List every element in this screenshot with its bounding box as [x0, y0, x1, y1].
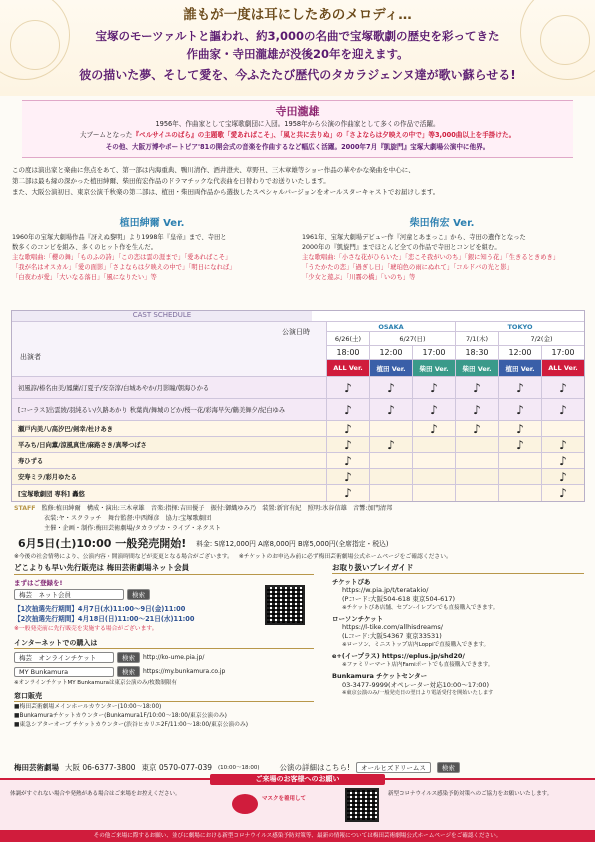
performer-label: 出演者: [20, 353, 41, 361]
cast-row-label: 安寿ミラ/彩月ゆたる: [12, 468, 326, 484]
cast-mark: ♪: [498, 376, 541, 398]
bunka-label: Bunkamura チケットセンター: [332, 672, 428, 680]
sale-note-2: ※チケットのお申込み前に必ず梅田芸術劇場公式ホームページをご確認ください。: [238, 554, 452, 560]
tokyo-header: TOKYO: [455, 321, 584, 331]
cast-mark: [369, 452, 412, 468]
cast-schedule-table: [11, 310, 585, 502]
intro-line-3: また、大阪公演初日、東京公演千秋楽の第二部は、植田・柴田両作品から選抜したスペシャルバージョンをオールスターキャストでお届けします。: [12, 188, 440, 196]
intro-text: [12, 165, 584, 198]
member-search-button[interactable]: 検索: [127, 589, 150, 600]
pia-code: (Pコード:大阪504-618 東京504-617): [342, 595, 456, 603]
online-ticket-box[interactable]: 梅芸 オンラインチケット: [14, 652, 114, 663]
lottery-period-2: 【2次抽選先行期間】4月18日(日)11:00～21日(水)11:00: [14, 615, 195, 623]
lawson-note: ※ローソン、ミニストップ店内Loppiで直接購入できます。: [342, 642, 490, 648]
contact-hours: (10:00～18:00): [218, 765, 260, 771]
cast-mark: ♪: [498, 420, 541, 436]
notice-left: 体調がすぐれない場合や発熱がある場合はご来場をお控えください。: [10, 791, 181, 797]
cast-mark: [369, 468, 412, 484]
pia-label: チケットぴあ: [332, 578, 371, 586]
contact-tokyo: 東京 0570-077-039: [141, 762, 213, 772]
cast-row-label: [宝塚歌劇団 専科] 轟悠: [12, 484, 326, 501]
sale-notes: [14, 551, 584, 560]
bunka-tel: 03-3477-9999(オペレーター対応10:00～17:00): [342, 681, 490, 689]
shibata-line-4: 「うたかたの恋」「過ぎし日」「琥珀色の雨にぬれて」「コルドバの光と影」: [302, 264, 513, 271]
internet-heading: インターネットでの購入は: [14, 638, 314, 649]
cast-row-label: 平みち/日向薫/涼風真世/麻路さき/真琴つばさ: [12, 436, 326, 452]
cast-row-label: 瀬戸内美八/高汐巴/剣幸/杜けあき: [12, 420, 326, 436]
contact-search-box[interactable]: オールヒズドリームス: [356, 762, 431, 773]
terada-line-2: [22, 129, 573, 139]
lottery-period-1: 【1次抽選先行期間】4月7日(水)11:00～9日(金)11:00: [14, 605, 186, 613]
internet-b: [14, 666, 314, 677]
contact-osaka: 大阪 06-6377-3800: [65, 762, 136, 772]
notice-heading: ご来場のお客様へのお願い: [210, 774, 385, 785]
window-heading: 窓口販売: [14, 691, 314, 702]
osaka-header: OSAKA: [326, 321, 455, 331]
terada-line-3: その他、大阪万博やポートピア'81の開会式の音楽を作曲するなど幅広く活躍。2000年7月『凱旋門』宝塚大劇場公演中に他界。: [105, 143, 490, 151]
shibata-line-3: 主な歌唱曲:「小さな花がひらいた」「恋こそ我がいのち」「銀に知う花」「生きるときめき」: [302, 254, 560, 261]
intro-line-1: この度は演出家と楽曲に焦点をあて、第一部は内海重典、鴨川清作、酒井澄夫、草野旦、三木章雄等ショー作品の華やかな楽曲を中心に、: [12, 166, 415, 174]
ueda-line-5: 「白夜わが愛」「大いなる落日」「風になりたい」等: [12, 274, 157, 281]
window-line-1: ■梅田芸術劇場メインホールカウンター(10:00～18:00): [14, 704, 162, 710]
version-cell: ALL Ver.: [326, 359, 369, 376]
bunkamura-box[interactable]: MY Bunkamura: [14, 667, 114, 677]
cast-mark: ♪: [541, 398, 584, 420]
sale-bar: [18, 536, 578, 550]
playguide-info: [332, 562, 584, 762]
staff-line-3: 主催・企画・制作:梅田芸術劇場/タカラヅカ・ライブ・ネクスト: [44, 525, 221, 532]
bunkamura-search-button[interactable]: 検索: [117, 666, 140, 677]
datetime-label: 公演日時: [282, 328, 310, 336]
cast-mark: [455, 436, 498, 452]
cast-row-label: 寿ひずる: [12, 452, 326, 468]
qr-code[interactable]: [265, 585, 305, 625]
time-cell: 12:00: [369, 345, 412, 359]
ticket-price: 料金: S席12,000円 A席8,000円 B席5,000円(全席指定・税込): [196, 540, 389, 548]
ueda-heading: 植田紳爾 Ver.: [119, 218, 185, 229]
terada-profile: [22, 100, 573, 158]
cast-row-label: 初風諄/椿名由美/鳳蘭/汀夏子/安奈淳/白城あやか/月影瞳/朝海ひかる: [12, 376, 326, 398]
cast-mark: ♪: [455, 398, 498, 420]
cast-mark: ♪: [369, 376, 412, 398]
version-cell: 植田 Ver.: [369, 359, 412, 376]
shibata-line-1: 1961年、宝塚大劇場デビュー作『河童とあまっこ』から、寺田の遺作となった: [302, 234, 526, 241]
lawson-code: (Lコード:大阪54367 東京33531): [342, 632, 442, 640]
playguide-heading: お取り扱いプレイガイド: [332, 562, 584, 574]
shibata-line-5: 「少女と遊ぶ」「川霧の橋」「いのち」等: [302, 274, 416, 281]
cast-mark: ♪: [498, 398, 541, 420]
terada-line-1: 1956年、作曲家として宝塚歌劇団に入団。1958年から公演の作曲家として多くの作品で活躍。: [155, 120, 440, 128]
version-cell: ALL Ver.: [541, 359, 584, 376]
ueda-line-4: 「我が名はオスカル」「愛の面影」「さよならは夕映えの中で」「明日になれば」: [12, 264, 236, 271]
cast-mark: [498, 484, 541, 501]
bunka-note: ※東京公演のみ/一般発売日の翌日より電話受付を開始いたします: [342, 690, 494, 696]
cast-mark: [455, 452, 498, 468]
cast-mark: [412, 436, 455, 452]
eplus-note: ※ファミリーマート店内Famiポートでも直接購入できます。: [342, 662, 494, 668]
member-note: ※一般発売前に先行販売を実施する場合がございます。: [14, 626, 158, 632]
cast-mark: ♪: [412, 398, 455, 420]
time-cell: 18:00: [326, 345, 369, 359]
cast-mark: [369, 484, 412, 501]
cast-mark: [455, 484, 498, 501]
contact-search-button[interactable]: 検索: [437, 762, 460, 773]
header-banner: [0, 0, 595, 96]
intro-line-2: 第二部は最も縁の深かった植田紳爾、柴田侑宏作品のドラマチックな代表曲を日替わりでお送りいたします。: [12, 177, 330, 185]
headline-3: 作曲家・寺田瀧雄が没後20年を迎えます。: [186, 47, 409, 61]
lawson-url[interactable]: https://l-tike.com/allhisdreams/: [342, 623, 443, 631]
cast-mark: [455, 468, 498, 484]
cast-mark: ♪: [412, 376, 455, 398]
staff-label: STAFF: [14, 505, 36, 512]
ueda-line-3: 主な歌唱曲:「櫻の舞」「ものふの詩」「この恋は雲の涯まで」「愛あればこそ」: [12, 254, 232, 261]
terada-line-2a: 大ブームとなった: [79, 131, 133, 139]
notice-box: [0, 775, 595, 830]
notice-right: 新型コロナウイルス感染予防対策へのご協力をお願いいたします。: [388, 791, 553, 797]
ueda-line-1: 1960年の宝塚大劇場作品『冴えぬ黎明』より1998年『皇帝』まで、寺田と: [12, 234, 227, 241]
ueda-line-2: 数多くのコンビを組み、多くのヒット作を生んだ。: [12, 244, 158, 251]
cast-mark: ♪: [455, 420, 498, 436]
time-cell: 17:00: [412, 345, 455, 359]
notice-mask: マスクを着用して: [262, 796, 307, 802]
schedule-title: CAST SCHEDULE: [12, 311, 312, 321]
headline-1: 誰もが一度は耳にしたあのメロディ…: [183, 7, 412, 23]
cast-mark: ♪: [369, 436, 412, 452]
cast-mark: [498, 468, 541, 484]
cast-mark: [412, 452, 455, 468]
cast-mark: ♪: [369, 398, 412, 420]
pia-url[interactable]: https://w.pia.jp/t/teratakio/: [342, 586, 429, 594]
contact-org: 梅田芸術劇場: [14, 762, 59, 772]
date-cell: 6/27(日): [369, 331, 455, 345]
contact-detail: 公演の詳細はこちら!: [279, 762, 351, 772]
contact-bar: [14, 760, 584, 774]
member-heading: どこよりも早い先行販売は 梅田芸術劇場ネット会員: [14, 562, 314, 575]
shibata-line-2: 2000年の『凱旋門』までほとんど全ての作品で寺田とコンビを組む。: [302, 244, 501, 251]
cast-mark: [412, 484, 455, 501]
cast-mark: ♪: [541, 484, 584, 501]
staff-line-2: 衣装:ヤ・スクラッチ 舞台監督:中西輝彦 協力:宝塚歌劇団: [44, 515, 212, 522]
headline-4: 彼の描いた夢、そして愛を、今ふたたび歴代のタカラジェンヌ達が歌い蘇らせる!: [79, 68, 516, 82]
notice-qr-code[interactable]: [345, 788, 379, 822]
sale-date: 6月5日(土)10:00 一般発売開始!: [18, 537, 187, 550]
cast-mark: [541, 420, 584, 436]
bunkamura-url[interactable]: https://my.bunkamura.co.jp: [143, 668, 226, 675]
time-cell: 12:00: [498, 345, 541, 359]
cast-mark: ♪: [326, 376, 369, 398]
terada-name: 寺田瀧雄: [275, 105, 320, 118]
date-cell: 7/1(木): [455, 331, 498, 345]
ueda-version-box: [12, 214, 292, 308]
cast-mark: ♪: [541, 376, 584, 398]
cast-mark: ♪: [541, 468, 584, 484]
cast-mark: ♪: [326, 436, 369, 452]
shibata-version-box: [302, 214, 582, 308]
headline-2: 宝塚のモーツァルトと謳われ、約3,000の名曲で宝塚歌劇の歴史を彩ってきた: [95, 29, 500, 43]
date-cell: 7/2(金): [498, 331, 584, 345]
member-search-box[interactable]: 梅芸 ネット会員: [14, 589, 124, 600]
lawson-label: ローソンチケット: [332, 615, 384, 623]
window-line-2: ■Bunkamuraチケットカウンター(Bunkamura1F/10:00～18:00/東京公演のみ): [14, 713, 227, 719]
version-cell: 柴田 Ver.: [455, 359, 498, 376]
window-line-3: ■東急シアターオーブ チケットカウンター(渋谷ヒカリエ2F/11:00～18:00/東京公演のみ): [14, 722, 249, 728]
terada-line-2b: 『ベルサイユのばら』の主題歌「愛あればこそ」、「風と共に去りぬ」の「さよならは夕映えの中で」等3,000曲以上を手掛けた。: [132, 131, 516, 139]
time-cell: 18:30: [455, 345, 498, 359]
cast-mark: ♪: [326, 468, 369, 484]
cast-mark: [498, 452, 541, 468]
internet-note: ※オンラインチケットMY Bunkamuraは東京公演のみ/枚数制限有: [14, 680, 177, 686]
cast-row-label: [コーラス]出雲綾/羽純るい/久路あかり 秋葉尚/舞城のどか/桜一花/彩海早矢/鶴美舞夕/紀白ゆみ: [12, 398, 326, 420]
sale-note-1: ※今後の社会情勢により、公演内容・開演時間などが変更となる場合がございます。: [14, 554, 233, 560]
time-cell: 17:00: [541, 345, 584, 359]
staff-credits: [14, 504, 584, 534]
cast-mark: ♪: [326, 420, 369, 436]
cast-mark: [412, 468, 455, 484]
cast-mark: [369, 420, 412, 436]
version-cell: 柴田 Ver.: [412, 359, 455, 376]
notice-footer: その他ご来場に際するお願い、並びに劇場における新型コロナウイルス感染予防対策等、最新の情報については梅田芸術劇場公式ホームページをご確認ください。: [0, 830, 595, 842]
cast-mark: ♪: [498, 436, 541, 452]
shibata-heading: 柴田侑宏 Ver.: [409, 218, 475, 229]
internet-a: [14, 652, 314, 663]
eplus-label[interactable]: e+(イープラス) https://eplus.jp/shd20/: [332, 652, 465, 660]
cast-mark: ♪: [541, 452, 584, 468]
cast-mark: ♪: [326, 398, 369, 420]
mask-icon: [232, 794, 258, 814]
cast-mark: ♪: [326, 484, 369, 501]
cast-mark: ♪: [326, 452, 369, 468]
date-cell: 6/26(土): [326, 331, 369, 345]
online-ticket-url[interactable]: http://ko-ume.pia.jp/: [143, 654, 205, 661]
staff-line-1: 監修:植田紳爾 構成・演出:三木章雄 音楽:指揮:吉田優子 振付:御織ゆみ乃 装置:新宮有紀 照明:氷谷信雄 音響:加門清邦: [41, 505, 393, 512]
schedule-grid: [12, 311, 584, 501]
cast-mark: ♪: [412, 420, 455, 436]
cast-mark: ♪: [455, 376, 498, 398]
version-cell: 植田 Ver.: [498, 359, 541, 376]
member-register: まずはご登録を!: [14, 579, 63, 587]
pia-note: ※チケットぴあ店舗、セブン-イレブンでも直接購入できます。: [342, 605, 499, 611]
cast-mark: ♪: [541, 436, 584, 452]
online-search-button[interactable]: 検索: [117, 652, 140, 663]
